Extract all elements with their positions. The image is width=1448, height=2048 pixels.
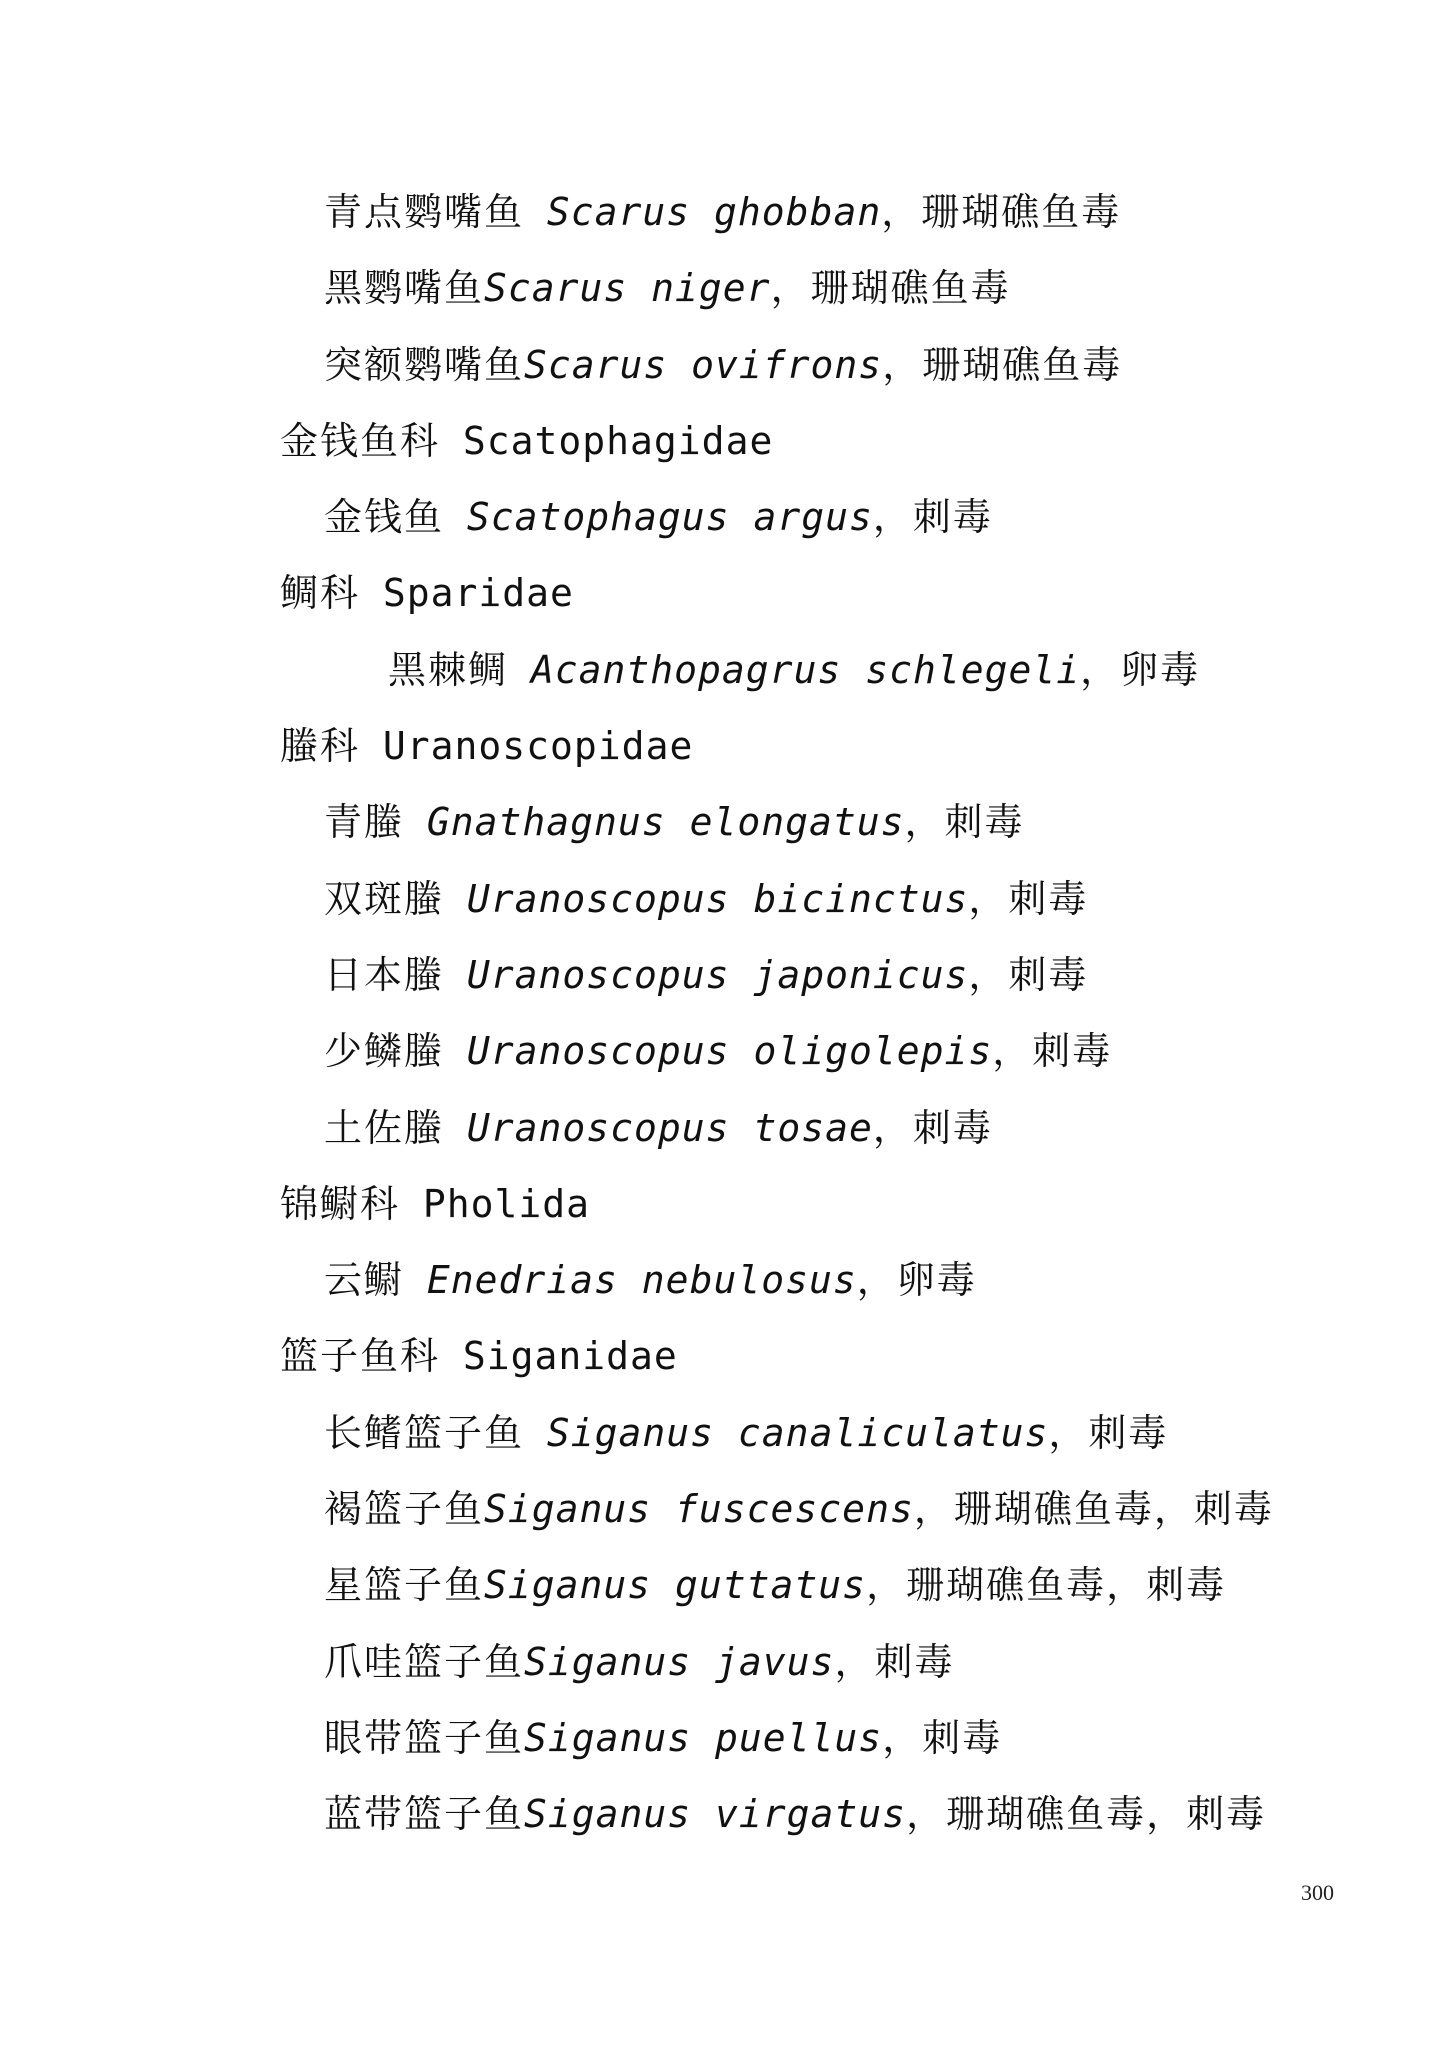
- toxin-type: ，刺毒: [1048, 1410, 1169, 1455]
- species-entry: [280, 1484, 1400, 1560]
- species-scientific-name: Uranoscopus bicinctus: [466, 876, 969, 921]
- toxin-type: ，刺毒: [968, 952, 1089, 997]
- toxin-type: ，刺毒: [872, 1105, 993, 1150]
- species-scientific-name: Siganus fuscescens: [484, 1487, 914, 1532]
- family-latin-name: Siganidae: [462, 1334, 678, 1379]
- family-heading: [280, 416, 1400, 492]
- species-entry: [280, 340, 1400, 416]
- species-entry: [280, 1255, 1400, 1331]
- species-chinese-name: 青点鹦嘴鱼: [324, 190, 525, 234]
- species-chinese-name: 眼带篮子鱼: [324, 1715, 525, 1760]
- family-heading: [280, 1331, 1400, 1407]
- family-heading: [280, 568, 1400, 644]
- family-latin-name: Scatophagidae: [462, 418, 774, 463]
- family-chinese-name: 鲷科: [280, 571, 361, 616]
- species-scientific-name: Scarus ovifrons: [524, 342, 883, 387]
- toxin-type: ，珊瑚礁鱼毒，刺毒: [866, 1563, 1227, 1608]
- toxin-type: ，卵毒: [856, 1258, 977, 1303]
- species-scientific-name: Siganus virgatus: [524, 1792, 907, 1837]
- toxin-type: ，刺毒: [834, 1639, 955, 1684]
- species-chinese-name: 蓝带篮子鱼: [324, 1792, 525, 1837]
- species-chinese-name: 突额鹦嘴鱼: [324, 342, 525, 387]
- family-heading: [280, 721, 1400, 797]
- species-scientific-name: Siganus javus: [524, 1639, 835, 1684]
- species-scientific-name: Siganus puellus: [524, 1715, 883, 1760]
- species-entry: [280, 1103, 1400, 1179]
- species-chinese-name: 褐篮子鱼: [324, 1487, 485, 1532]
- family-latin-name: Pholida: [422, 1181, 591, 1226]
- species-entry: [280, 492, 1400, 568]
- toxin-type: ，刺毒: [992, 1029, 1113, 1074]
- species-scientific-name: Scarus ghobban: [546, 190, 882, 234]
- species-chinese-name: 土佐螣: [324, 1105, 445, 1150]
- species-entry: [280, 1789, 1400, 1865]
- species-chinese-name: 少鳞螣: [324, 1029, 445, 1074]
- toxin-type: ，刺毒: [882, 1715, 1003, 1760]
- family-chinese-name: 金钱鱼科: [280, 418, 441, 463]
- species-scientific-name: Siganus guttatus: [484, 1563, 867, 1608]
- family-chinese-name: 篮子鱼科: [280, 1334, 441, 1379]
- species-chinese-name: 日本螣: [324, 952, 445, 997]
- page-number: 300: [1301, 1880, 1334, 1905]
- species-entry: [280, 1560, 1400, 1636]
- toxin-type: ，刺毒: [968, 876, 1089, 921]
- species-entry: [280, 645, 1400, 721]
- species-chinese-name: 黑棘鲷: [388, 647, 509, 692]
- species-chinese-name: 金钱鱼: [324, 495, 445, 540]
- species-scientific-name: Acanthopagrus schlegeli: [530, 647, 1081, 692]
- family-heading: [280, 1179, 1400, 1255]
- species-entry: [280, 263, 1400, 339]
- toxin-type: ，刺毒: [904, 800, 1025, 845]
- species-scientific-name: Siganus canaliculatus: [546, 1410, 1049, 1455]
- species-chinese-name: 青螣: [324, 800, 405, 845]
- species-scientific-name: Scarus niger: [484, 266, 771, 311]
- species-scientific-name: Gnathagnus elongatus: [426, 800, 905, 845]
- species-chinese-name: 双斑螣: [324, 876, 445, 921]
- species-chinese-name: 星篮子鱼: [324, 1563, 485, 1608]
- toxin-type: ，珊瑚礁鱼毒: [882, 342, 1123, 387]
- species-entry: [280, 797, 1400, 873]
- species-scientific-name: Uranoscopus oligolepis: [466, 1029, 993, 1074]
- family-chinese-name: 锦鳚科: [280, 1181, 401, 1226]
- toxin-type: ，珊瑚礁鱼毒，刺毒: [913, 1487, 1274, 1532]
- species-entry: [280, 1713, 1400, 1789]
- species-entry: [280, 1408, 1400, 1484]
- species-scientific-name: Uranoscopus japonicus: [466, 952, 969, 997]
- species-scientific-name: Uranoscopus tosae: [466, 1105, 873, 1150]
- family-latin-name: Sparidae: [382, 571, 574, 616]
- species-entry: [280, 950, 1400, 1026]
- species-chinese-name: 爪哇篮子鱼: [324, 1639, 525, 1684]
- toxin-type: ，卵毒: [1080, 647, 1201, 692]
- species-chinese-name: 长鳍篮子鱼: [324, 1410, 525, 1455]
- toxin-type: ，珊瑚礁鱼毒: [881, 190, 1122, 234]
- family-chinese-name: 螣科: [280, 724, 361, 769]
- species-scientific-name: Scatophagus argus: [466, 495, 873, 540]
- toxin-type: ，刺毒: [872, 495, 993, 540]
- species-entry: [280, 1026, 1400, 1102]
- species-entry: [280, 187, 1400, 263]
- species-chinese-name: 黑鹦嘴鱼: [324, 266, 485, 311]
- toxin-type: ，珊瑚礁鱼毒，刺毒: [906, 1792, 1267, 1837]
- family-latin-name: Uranoscopidae: [382, 724, 694, 769]
- toxin-type: ，珊瑚礁鱼毒: [770, 266, 1011, 311]
- species-entry: [280, 874, 1400, 950]
- species-entry: [280, 1637, 1400, 1713]
- species-chinese-name: 云鳚: [324, 1258, 405, 1303]
- species-list: [280, 187, 1400, 1866]
- species-scientific-name: Enedrias nebulosus: [426, 1258, 857, 1303]
